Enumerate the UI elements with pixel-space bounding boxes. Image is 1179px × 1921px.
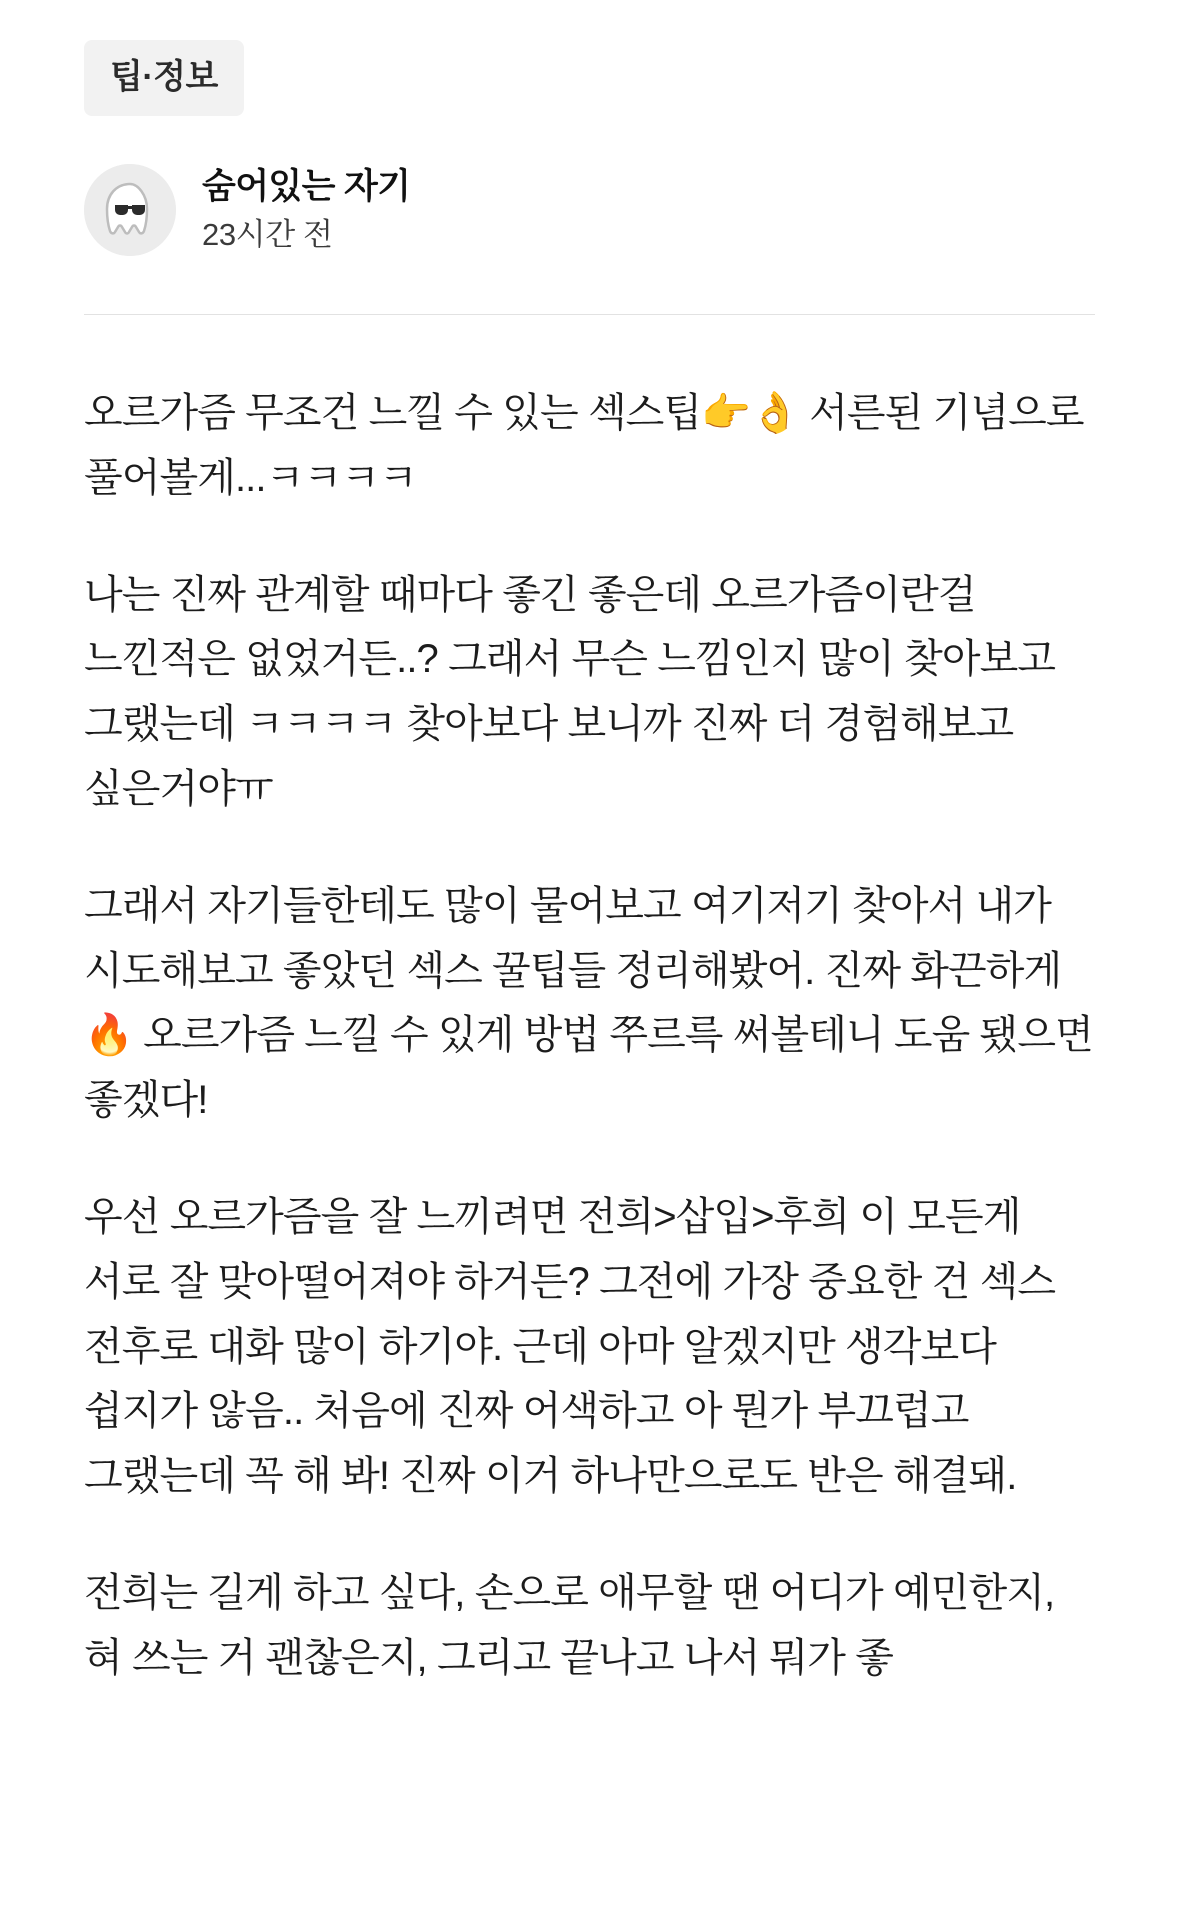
- post-paragraph: 오르가즘 무조건 느낄 수 있는 섹스팁👉👌 서른된 기념으로 풀어볼게...ㅋㅋㅋㅋ: [84, 391, 1094, 500]
- category-chip[interactable]: 팁·정보: [84, 40, 244, 116]
- post-paragraph: 그래서 자기들한테도 많이 물어보고 여기저기 찾아서 내가 시도해보고 좋았던 섹스 꿀팁들 정리해봤어. 진짜 화끈하게 🔥 오르가즘 느낄 수 있게 방법 쭈르륵 써볼테니 도움 됐으면 좋겠다!: [84, 883, 1104, 1123]
- post-paragraph: 우선 오르가즘을 잘 느끼려면 전희>삽입>후희 이 모든게 서로 잘 맞아떨어져야 하거든? 그전에 가장 중요한 건 섹스 전후로 대화 많이 하기야. 근데 아마 알겠지만 생각보다 쉽지가 않음.. 처음에 진짜 어색하고 아 뭔가 부끄럽고 그랬는데 꼭 해 봐! 진짜 이거 하나만으로도 반은 해결돼.: [84, 1194, 1066, 1499]
- header-divider: [84, 314, 1095, 315]
- author-name[interactable]: 숨어있는 자기: [202, 166, 411, 206]
- post-timestamp: 23시간 전: [202, 217, 333, 253]
- post-paragraph: 전희는 길게 하고 싶다, 손으로 애무할 땐 어디가 예민한지, 혀 쓰는 거 괜찮은지, 그리고 끝나고 나서 뭐가 좋: [84, 1570, 1065, 1680]
- post-body: [84, 381, 1104, 1691]
- category-section: [84, 0, 1095, 116]
- author-row[interactable]: [84, 164, 1095, 256]
- avatar[interactable]: [84, 164, 176, 256]
- author-meta: [202, 168, 410, 253]
- post-paragraph: 나는 진짜 관계할 때마다 좋긴 좋은데 오르가즘이란걸 느낀적은 없었거든..? 그래서 무슨 느낌인지 많이 찾아보고 그랬는데 ㅋㅋㅋㅋ 찾아보다 보니까 진짜 더 경험해보고 싶은거야ㅠ: [84, 572, 1066, 811]
